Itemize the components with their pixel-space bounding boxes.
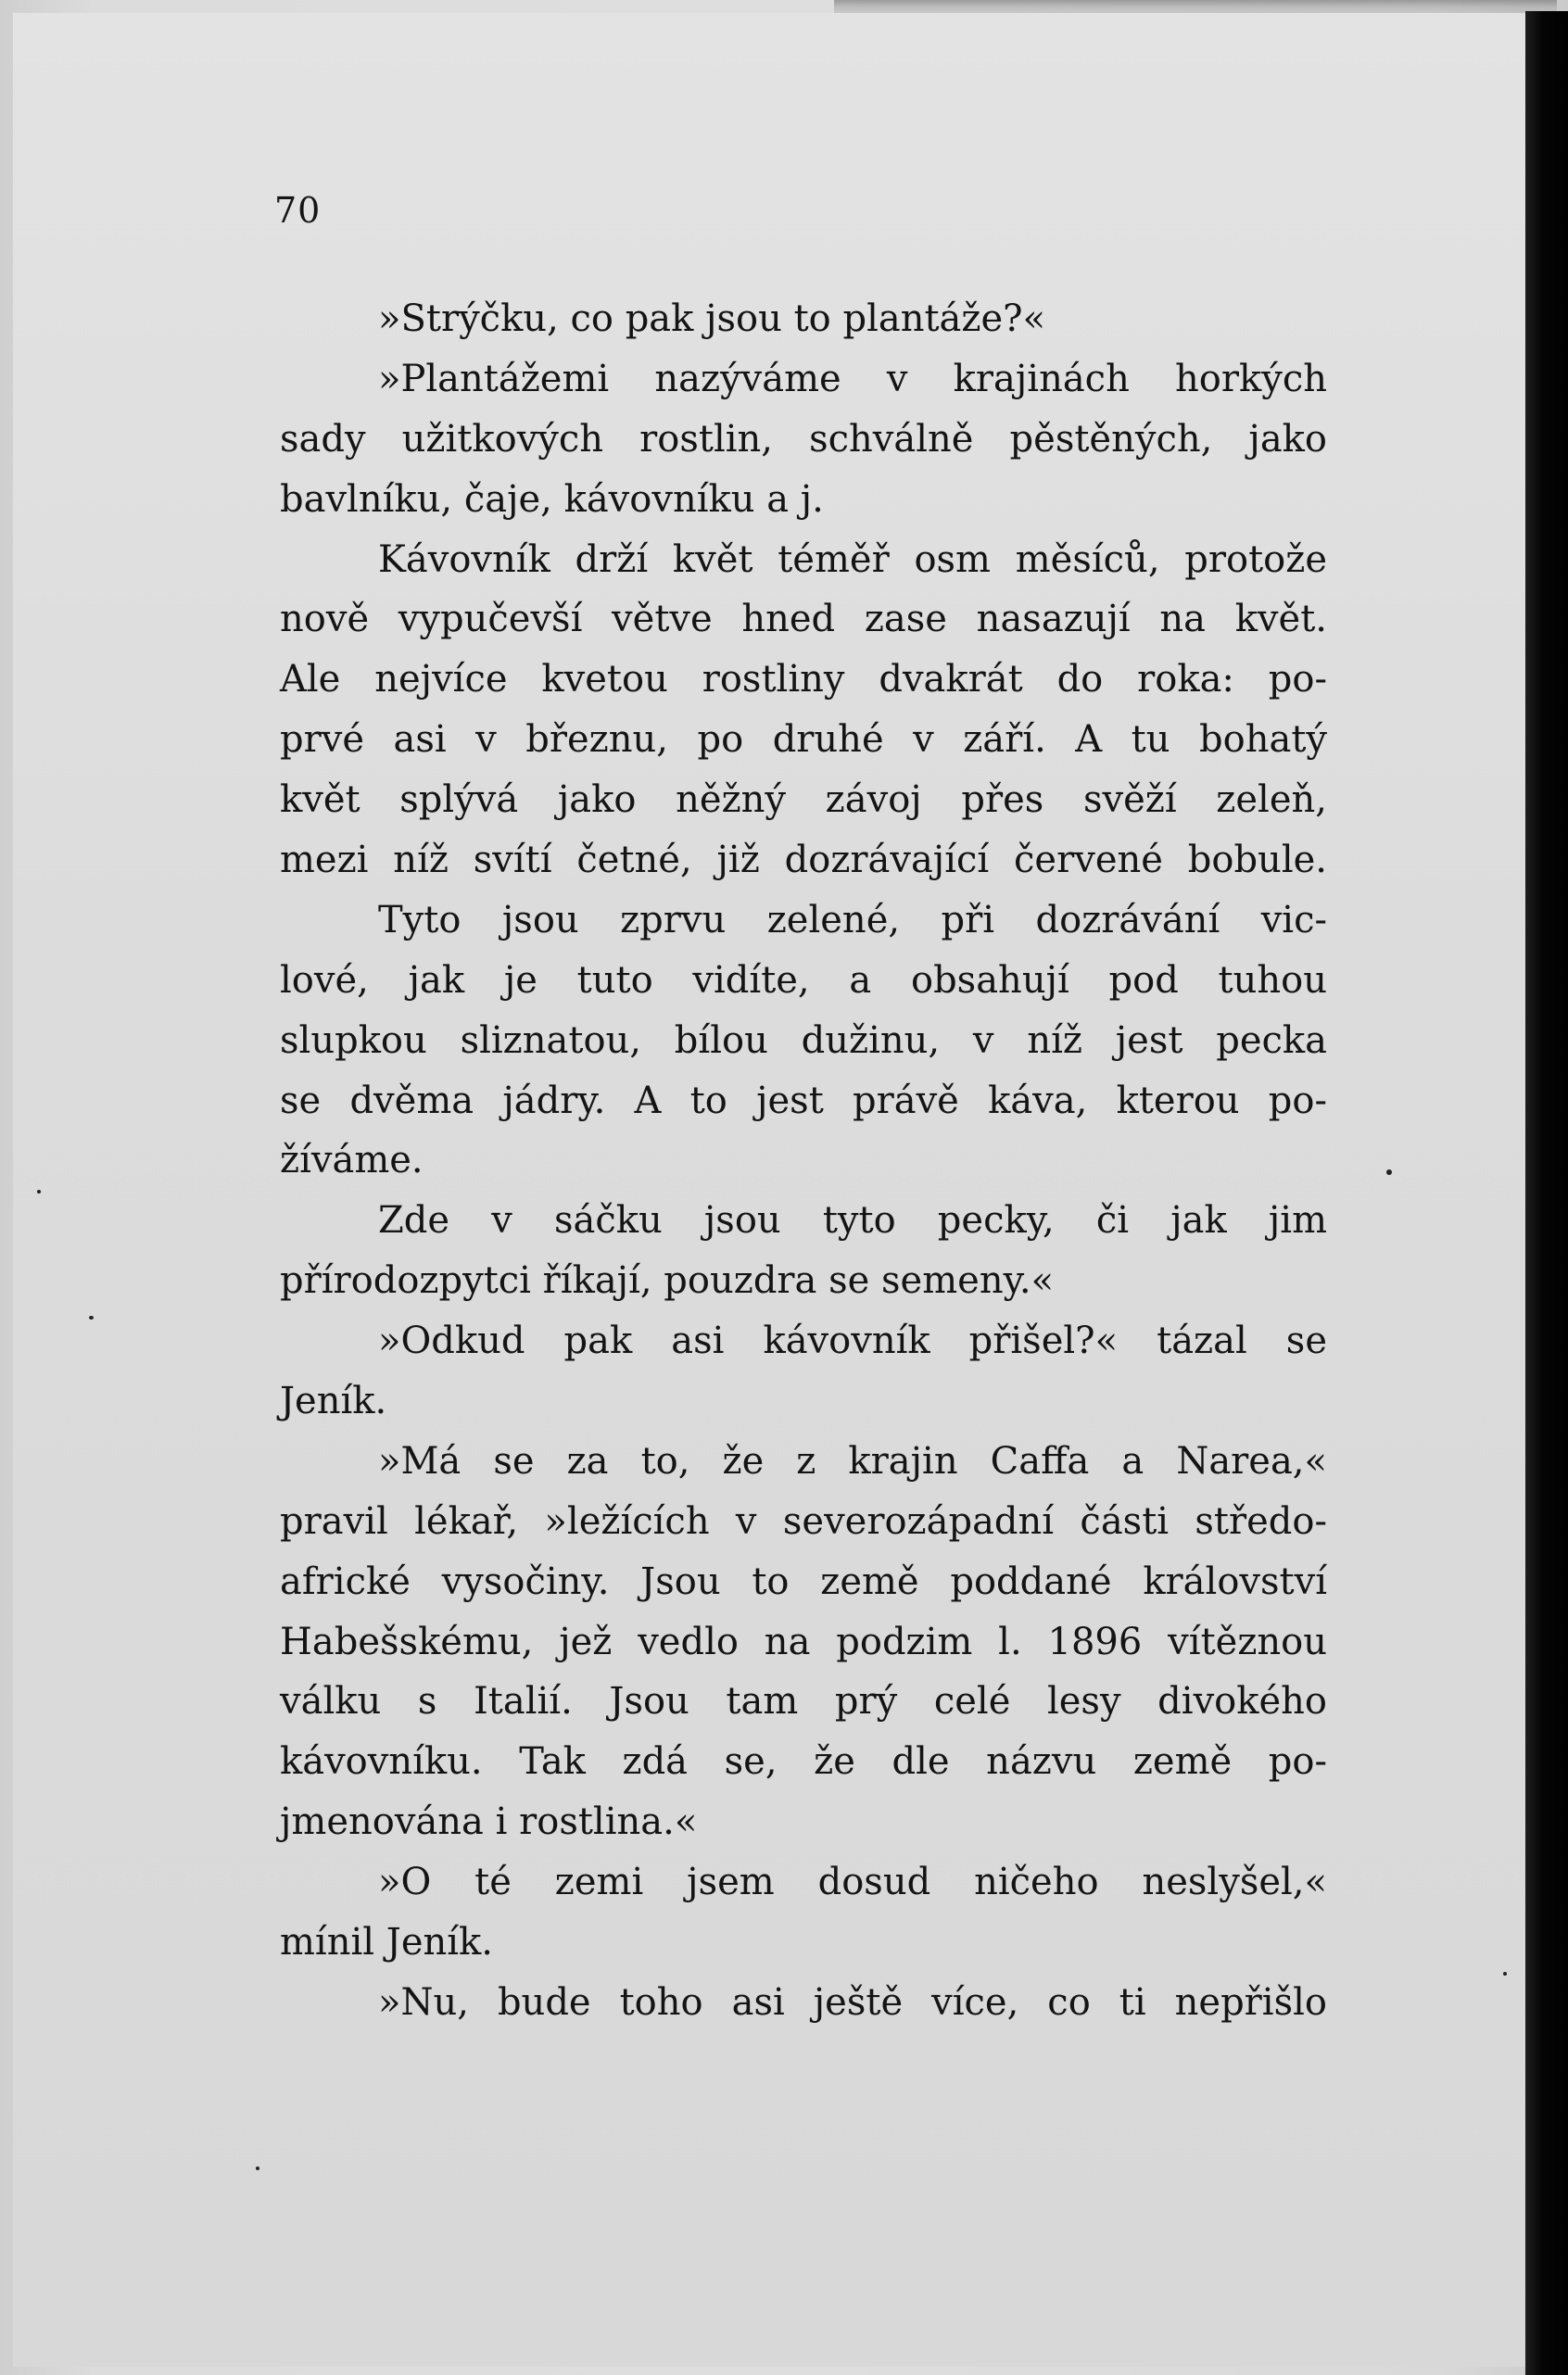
text-line: válku s Italií. Jsou tam prý celé lesy divokého: [280, 1680, 1327, 1724]
scan-right-edge: [1525, 11, 1568, 2375]
text-line: »O té zemi jsem dosud ničeho neslyšel,«: [378, 1861, 1327, 1904]
body-text: [280, 289, 1327, 2033]
text-line: mínil Jeník.: [280, 1921, 493, 1964]
text-line: Ale nejvíce kvetou rostliny dvakrát do roka: po-: [280, 658, 1327, 701]
dust-speck: [37, 1190, 41, 1194]
text-line: se dvěma jádry. A to jest právě káva, kterou po-: [280, 1079, 1327, 1122]
text-line: přírodozpytci říkají, pouzdra se semeny.«: [280, 1259, 1055, 1303]
text-line: nově vypučevší větve hned zase nasazují na květ.: [280, 598, 1327, 641]
text-line: »Nu, bude toho asi ještě více, co ti nepřišlo: [378, 1980, 1327, 2024]
text-line: Kávovník drží květ téměř osm měsíců, protože: [378, 537, 1327, 581]
text-line: africké vysočiny. Jsou to země poddané království: [280, 1560, 1327, 1603]
text-line: »Má se za to, že z krajin Caffa a Narea,«: [378, 1439, 1327, 1483]
text-line: Tyto jsou zprvu zelené, při dozrávání vic-: [378, 898, 1327, 941]
text-line: pravil lékař, »ležících v severozápadní části středo-: [280, 1499, 1327, 1543]
text-line: květ splývá jako něžný závoj přes svěží zeleň,: [280, 778, 1327, 822]
text-line: mezi níž svítí četné, již dozrávající červené bobule.: [280, 839, 1327, 882]
page-number: 70: [274, 190, 322, 231]
text-line: Jeník.: [280, 1380, 387, 1423]
dust-speck: [89, 1316, 94, 1320]
text-line: žíváme.: [280, 1139, 424, 1182]
dust-speck: [1503, 1972, 1507, 1976]
text-line: bavlníku, čaje, kávovníku a j.: [280, 477, 824, 521]
text-line: lové, jak je tuto vidíte, a obsahují pod tuhou: [280, 958, 1327, 1002]
text-line: »Odkud pak asi kávovník přišel?« tázal se: [378, 1320, 1327, 1363]
text-line: jmenována i rostlina.«: [280, 1800, 698, 1844]
text-line: Zde v sáčku jsou tyto pecky, či jak jim: [378, 1199, 1327, 1243]
dust-speck: [1386, 1169, 1392, 1175]
text-line: »Strýčku, co pak jsou to plantáže?«: [378, 297, 1046, 340]
text-line: Habešskému, jež vedlo na podzim l. 1896 vítěznou: [280, 1620, 1327, 1663]
text-line: »Plantážemi nazýváme v krajinách horkých: [378, 357, 1327, 400]
text-line: prvé asi v březnu, po druhé v září. A tu bohatý: [280, 718, 1327, 762]
text-line: sady užitkových rostlin, schválně pěstěných, jako: [280, 417, 1327, 461]
dust-speck: [256, 2167, 259, 2170]
text-line: slupkou sliznatou, bílou dužinu, v níž jest pecka: [280, 1018, 1327, 1062]
text-line: kávovníku. Tak zdá se, že dle názvu země po-: [280, 1740, 1327, 1784]
